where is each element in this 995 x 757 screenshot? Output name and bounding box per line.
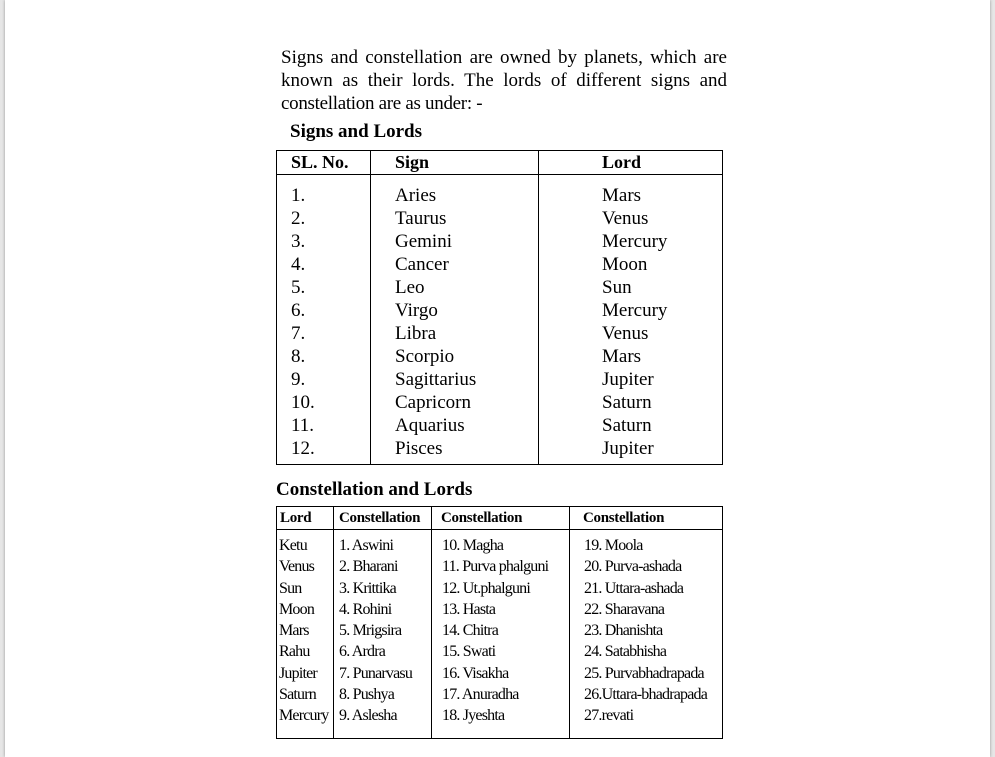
constellation-table-body — [277, 535, 722, 727]
header-lord: Lord — [280, 510, 312, 526]
sign-cell: Leo — [395, 277, 425, 298]
lord-cell: Sun — [279, 579, 302, 597]
constellation-cell: 2. Bharani — [339, 558, 398, 576]
table-row — [277, 184, 722, 207]
table-row — [277, 535, 722, 556]
table-row — [277, 276, 722, 299]
lord-cell: Moon — [602, 254, 648, 275]
sign-cell: Pisces — [395, 438, 443, 459]
constellation-cell: 7. Punarvasu — [339, 664, 413, 682]
constellation-cell: 21. Uttara-ashada — [584, 579, 684, 597]
constellation-cell: 12. Ut.phalguni — [442, 579, 530, 597]
constellation-cell: 13. Hasta — [442, 600, 496, 618]
lord-cell: Mercury — [602, 231, 668, 252]
sign-cell: Taurus — [395, 208, 447, 229]
header-constellation: Constellation — [441, 510, 523, 526]
sl-no-cell: 11. — [291, 415, 315, 436]
constellation-cell: 1. Aswini — [339, 537, 394, 554]
sign-cell: Scorpio — [395, 346, 455, 367]
lord-cell: Mars — [279, 622, 309, 640]
sl-no-cell: 7. — [291, 323, 306, 344]
signs-table — [276, 150, 723, 465]
sign-cell: Sagittarius — [395, 369, 477, 390]
lord-cell: Venus — [602, 323, 649, 344]
lord-cell: Venus — [602, 208, 649, 229]
lord-cell: Jupiter — [602, 369, 654, 390]
table-row — [277, 437, 722, 460]
lord-cell: Mercury — [602, 300, 668, 321]
constellation-cell: 4. Rohini — [339, 600, 392, 618]
sl-no-cell: 3. — [291, 231, 306, 252]
signs-table-body — [277, 184, 722, 460]
sign-cell: Virgo — [395, 300, 438, 321]
constellation-cell: 18. Jyeshta — [442, 707, 505, 725]
lord-cell: Venus — [279, 558, 315, 576]
intro-paragraph — [281, 46, 727, 115]
sl-no-cell: 1. — [291, 185, 306, 206]
sign-cell: Cancer — [395, 254, 449, 275]
header-constellation: Constellation — [339, 510, 421, 526]
constellation-cell: 27.revati — [584, 707, 634, 725]
header-sl-no: SL. No. — [291, 152, 349, 172]
header-constellation: Constellation — [583, 510, 665, 526]
intro-line: known as their lords. The lords of different signs and — [281, 70, 727, 91]
sl-no-cell: 5. — [291, 277, 306, 298]
sign-cell: Gemini — [395, 231, 452, 252]
constellation-cell: 20. Purva-ashada — [584, 558, 682, 576]
table-row — [277, 705, 722, 726]
constellation-cell: 6. Ardra — [339, 643, 386, 661]
constellation-cell: 3. Krittika — [339, 579, 396, 597]
table-row — [277, 620, 722, 641]
lord-cell: Mercury — [279, 707, 329, 725]
lord-cell: Ketu — [279, 537, 307, 554]
sl-no-cell: 6. — [291, 300, 306, 321]
sl-no-cell: 4. — [291, 254, 306, 275]
constellation-cell: 10. Magha — [442, 537, 504, 554]
lord-cell: Moon — [279, 600, 315, 618]
constellation-cell: 16. Visakha — [442, 664, 509, 682]
constellation-cell: 17. Anuradha — [442, 686, 519, 704]
table-row — [277, 578, 722, 599]
lord-cell: Sun — [602, 277, 632, 298]
table-row — [277, 556, 722, 577]
sl-no-cell: 12. — [291, 438, 315, 459]
constellation-cell: 5. Mrigsira — [339, 622, 402, 640]
table-row — [277, 299, 722, 322]
sign-cell: Aries — [395, 185, 437, 206]
table-row — [277, 322, 722, 345]
table-row — [277, 230, 722, 253]
table-row — [277, 207, 722, 230]
constellation-cell: 19. Moola — [584, 537, 643, 554]
header-lord: Lord — [602, 152, 642, 172]
intro-line: Signs and constellation are owned by planets, which are — [281, 47, 727, 68]
sl-no-cell: 9. — [291, 369, 306, 390]
lord-cell: Jupiter — [279, 664, 317, 682]
constellation-cell: 14. Chitra — [442, 622, 498, 640]
lord-cell: Saturn — [602, 392, 652, 413]
sl-no-cell: 2. — [291, 208, 306, 229]
constellation-table — [276, 506, 723, 739]
header-divider — [277, 174, 722, 175]
constellation-cell: 23. Dhanishta — [584, 622, 663, 640]
constellation-cell: 15. Swati — [442, 643, 496, 661]
header-sign: Sign — [395, 152, 430, 172]
signs-table-title: Signs and Lords — [290, 121, 423, 142]
sign-cell: Capricorn — [395, 392, 471, 413]
table-row — [277, 368, 722, 391]
table-row — [277, 253, 722, 276]
table-row — [277, 345, 722, 368]
constellation-cell: 26.Uttara-bhadrapada — [584, 686, 708, 704]
lord-cell: Saturn — [602, 415, 652, 436]
sl-no-cell: 8. — [291, 346, 306, 367]
table-row — [277, 684, 722, 705]
table-row — [277, 663, 722, 684]
constellation-cell: 25. Purvabhadrapada — [584, 664, 704, 682]
intro-line: constellation are as under: - — [281, 93, 483, 114]
table-row — [277, 641, 722, 662]
constellation-cell: 9. Aslesha — [339, 707, 397, 725]
constellation-cell: 11. Purva phalguni — [442, 558, 549, 576]
lord-cell: Saturn — [279, 686, 316, 704]
lord-cell: Mars — [602, 185, 642, 206]
constellation-table-title: Constellation and Lords — [276, 479, 473, 500]
table-row — [277, 391, 722, 414]
lord-cell: Jupiter — [602, 438, 654, 459]
sign-cell: Libra — [395, 323, 437, 344]
table-row — [277, 414, 722, 437]
constellation-cell: 8. Pushya — [339, 686, 395, 704]
sign-cell: Aquarius — [395, 415, 465, 436]
constellation-cell: 22. Sharavana — [584, 600, 665, 618]
lord-cell: Mars — [602, 346, 642, 367]
lord-cell: Rahu — [279, 643, 310, 661]
sl-no-cell: 10. — [291, 392, 315, 413]
header-divider — [277, 529, 722, 530]
table-row — [277, 599, 722, 620]
constellation-cell: 24. Satabhisha — [584, 643, 667, 661]
